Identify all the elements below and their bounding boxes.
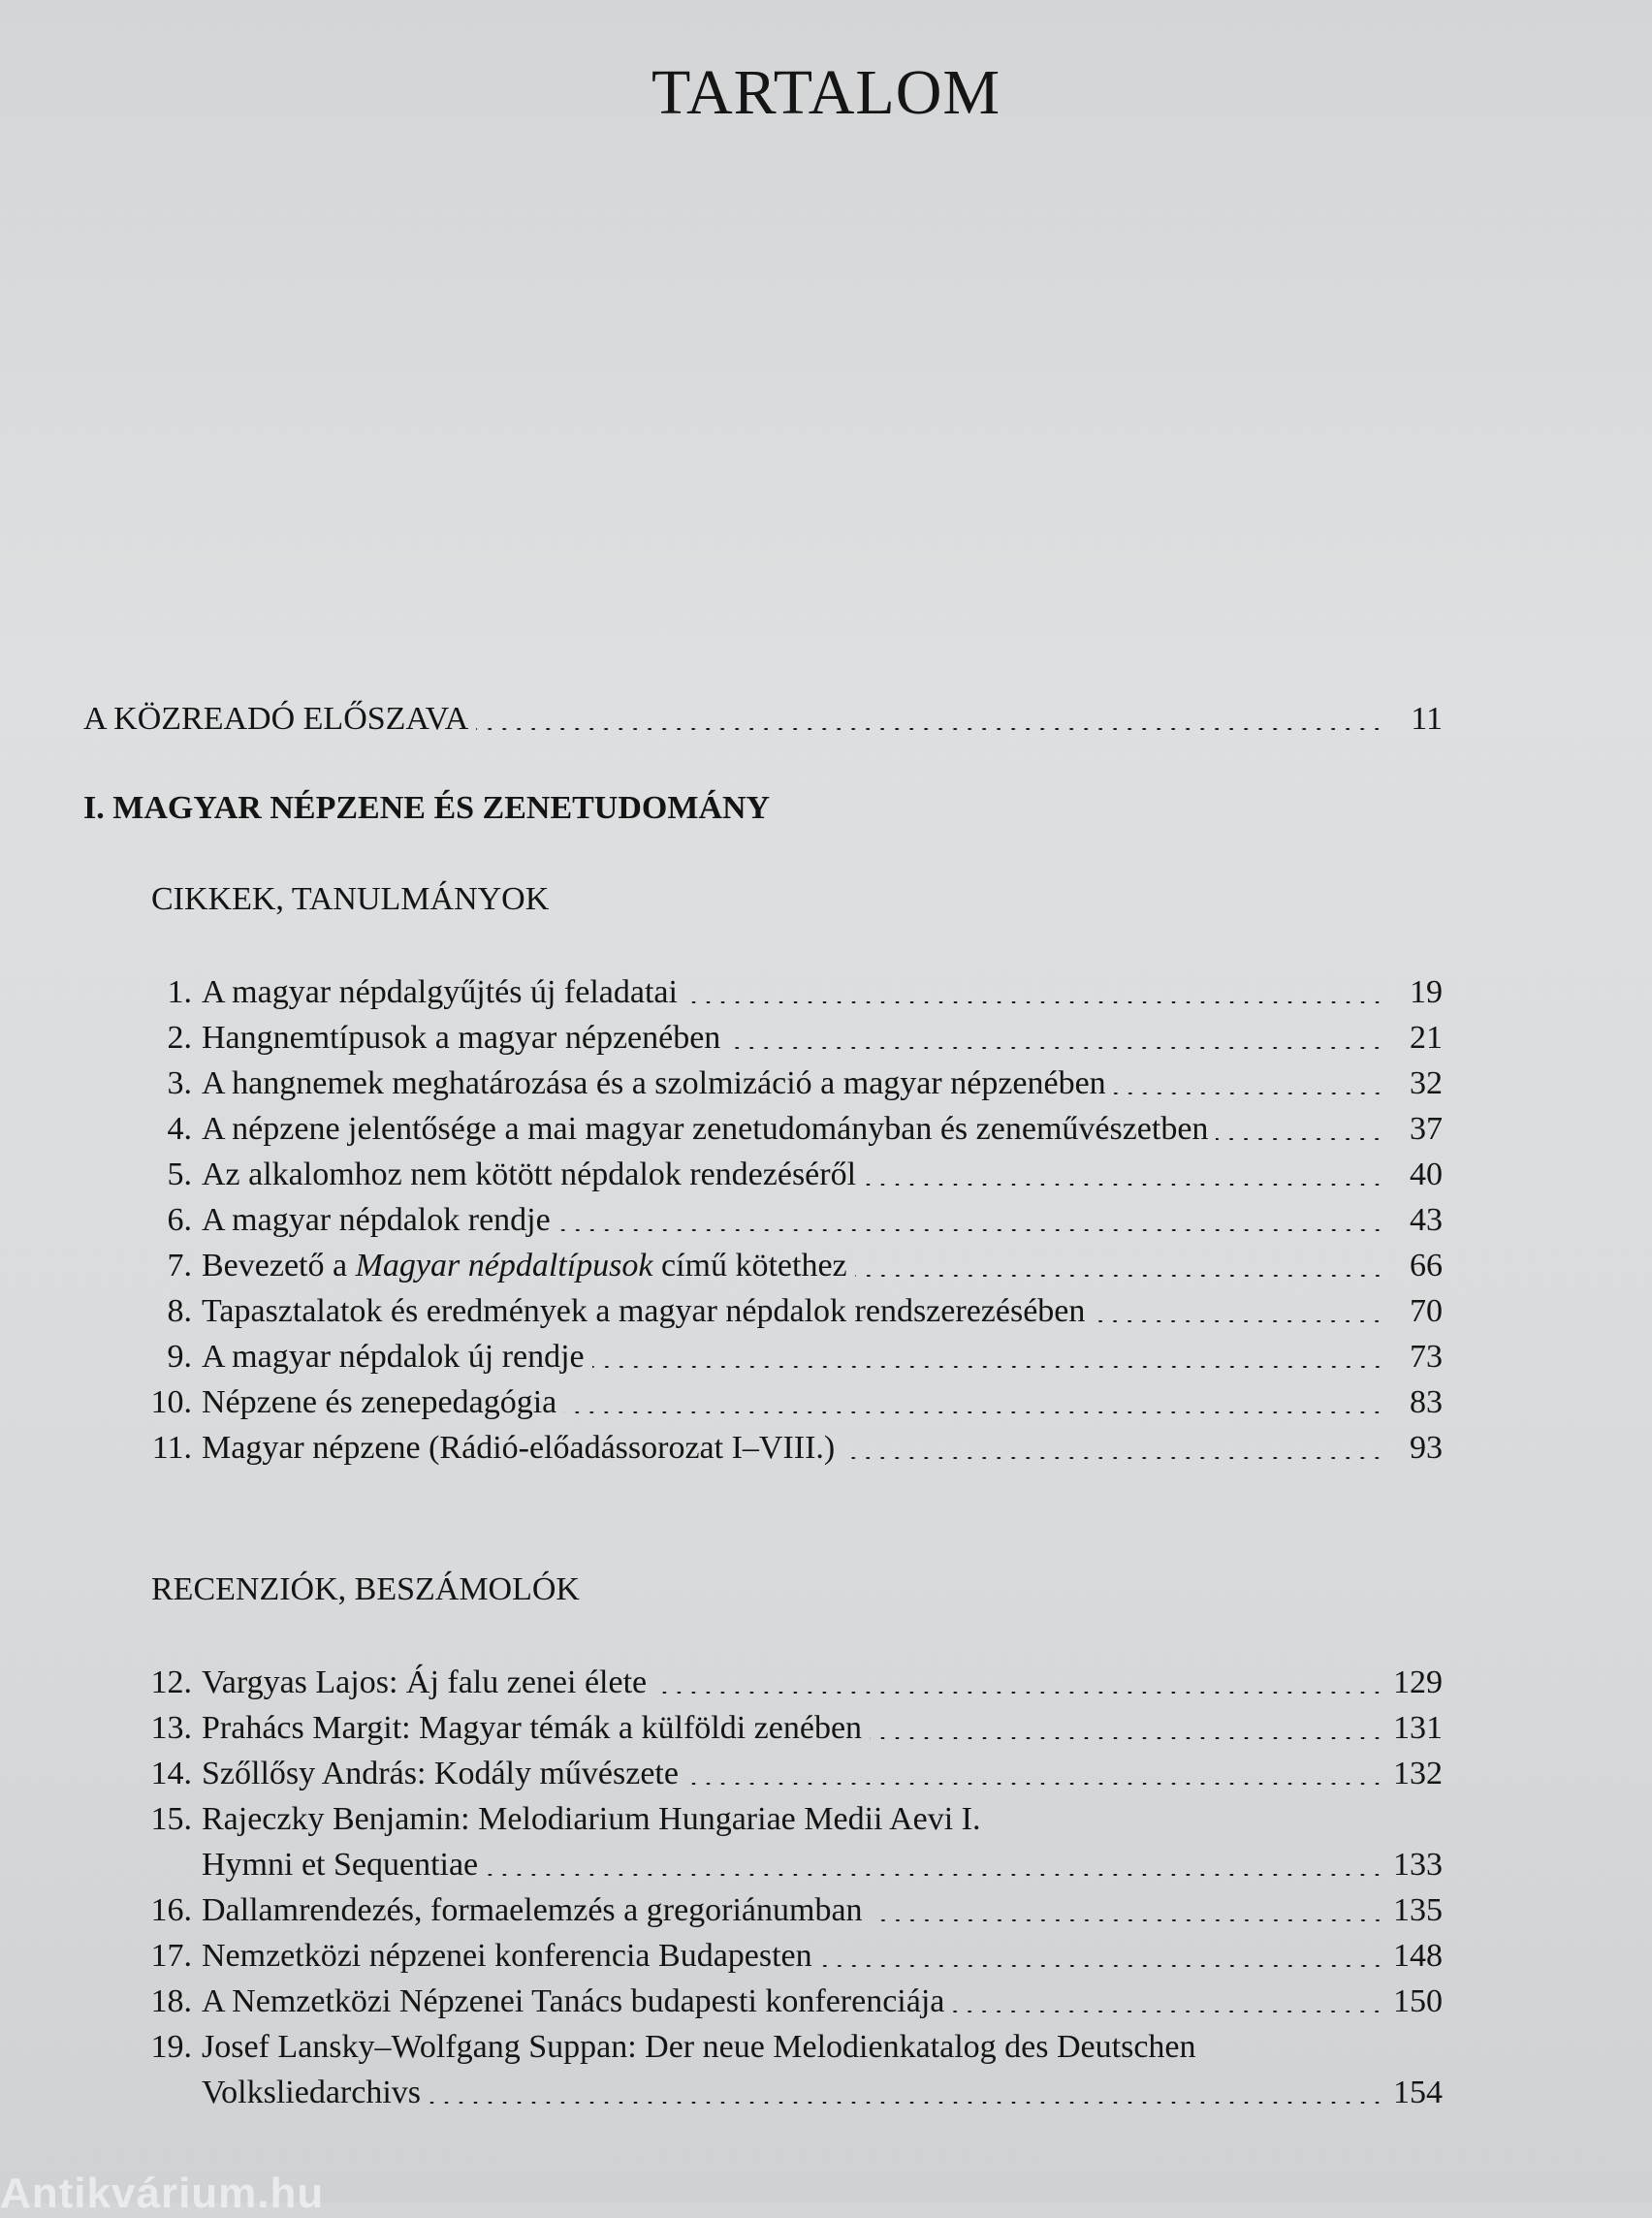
dot-leader <box>855 1275 1384 1277</box>
dot-leader <box>564 1411 1384 1413</box>
entry-title: Szőllősy András: Kodály művészete <box>202 1756 679 1791</box>
entry-title-continued: Volksliedarchivs <box>202 2075 422 2110</box>
entry-number: 19. <box>150 2029 192 2065</box>
part-heading: I. MAGYAR NÉPZENE ÉS ZENETUDOMÁNY <box>83 790 771 826</box>
entry-number: 2. <box>167 1020 192 1056</box>
entry-title <box>192 1247 847 1285</box>
entry-title: Nemzetközi népzenei konferencia Budapesten <box>202 1938 812 1974</box>
toc-entry-line-2[interactable] <box>83 2074 1443 2112</box>
toc-entry[interactable] <box>83 1982 1443 2021</box>
page-number: 43 <box>1410 1202 1443 1238</box>
entry-number: 16. <box>150 1892 192 1928</box>
toc-entry[interactable] <box>83 1019 1443 1058</box>
entry-number: 6. <box>167 1202 192 1238</box>
dot-leader <box>685 1001 1384 1003</box>
entry-title: Magyar népzene (Rádió-előadássorozat I–VIII.) <box>202 1430 836 1466</box>
toc-entry[interactable] <box>83 1201 1443 1240</box>
toc-entry-line-2[interactable] <box>83 1846 1443 1885</box>
dot-leader <box>1093 1320 1384 1322</box>
entry-number: 8. <box>167 1293 192 1329</box>
toc-entry[interactable] <box>83 1247 1443 1285</box>
entry-title: Josef Lansky–Wolfgang Suppan: Der neue Melodienkatalog des Deutschen <box>202 2029 1196 2065</box>
toc-entry[interactable] <box>83 1338 1443 1377</box>
toc-entry[interactable] <box>83 1110 1443 1149</box>
dot-leader <box>476 728 1384 730</box>
page-number: 132 <box>1393 1756 1443 1791</box>
toc-entry[interactable] <box>83 1891 1443 1930</box>
book-title: Magyar népdaltípusok <box>355 1248 653 1283</box>
entry-number: 15. <box>150 1801 192 1837</box>
section-heading-articles: CIKKEK, TANULMÁNYOK <box>151 881 550 917</box>
page-number: 66 <box>1410 1248 1443 1283</box>
toc-entry[interactable] <box>83 1709 1443 1748</box>
toc-entry[interactable] <box>83 1064 1443 1103</box>
preface-label: A KÖZREADÓ ELŐSZAVA <box>83 701 469 737</box>
toc-entry[interactable] <box>83 1429 1443 1468</box>
dot-leader <box>686 1783 1384 1785</box>
entry-number: 13. <box>150 1710 192 1746</box>
page-number: 131 <box>1393 1710 1443 1746</box>
section-heading-reviews: RECENZIÓK, BESZÁMOLÓK <box>151 1571 580 1607</box>
entry-title-start: Bevezető a <box>202 1248 356 1283</box>
page-number: 135 <box>1393 1892 1443 1928</box>
entry-title: A magyar népdalok rendje <box>202 1202 551 1238</box>
page-title: TARTALOM <box>651 57 1001 128</box>
dot-leader <box>728 1047 1384 1049</box>
toc-entry[interactable] <box>83 1383 1443 1422</box>
page-number: 154 <box>1393 2075 1443 2110</box>
entry-number: 14. <box>150 1756 192 1791</box>
page-number: 129 <box>1393 1664 1443 1700</box>
toc-entry[interactable] <box>83 1937 1443 1976</box>
page-number: 19 <box>1410 974 1443 1010</box>
page-number: 11 <box>1411 701 1443 737</box>
dot-leader <box>820 1965 1384 1967</box>
watermark: Antikvárium.hu <box>0 2170 325 2217</box>
toc-entry-line-1[interactable] <box>83 1800 1443 1839</box>
toc-entry[interactable] <box>83 1664 1443 1702</box>
toc-entry[interactable] <box>83 1755 1443 1793</box>
entry-title: A Nemzetközi Népzenei Tanács budapesti konferenciája <box>202 1983 945 2019</box>
entry-number: 17. <box>150 1938 192 1974</box>
entry-title: Rajeczky Benjamin: Melodiarium Hungariae Medii Aevi I. <box>202 1801 981 1837</box>
entry-number: 4. <box>167 1111 192 1147</box>
entry-title: A magyar népdalok új rendje <box>202 1339 585 1375</box>
entry-title: A hangnemek meghatározása és a szolmizáció a magyar népzenében <box>202 1065 1106 1101</box>
dot-leader <box>592 1366 1384 1368</box>
entry-title: Vargyas Lajos: Áj falu zenei élete <box>202 1664 648 1700</box>
entry-number: 1. <box>167 974 192 1010</box>
toc-entry-preface[interactable] <box>83 700 1443 739</box>
entry-title: Dallamrendezés, formaelemzés a gregoriánumban <box>202 1892 863 1928</box>
page-number: 150 <box>1393 1983 1443 2019</box>
toc-entry[interactable] <box>83 1292 1443 1331</box>
toc-entry-line-1[interactable] <box>83 2028 1443 2067</box>
entry-title-end: című kötethez <box>652 1248 847 1283</box>
entry-number: 18. <box>150 1983 192 2019</box>
page-number: 148 <box>1393 1938 1443 1974</box>
dot-leader <box>871 1919 1384 1921</box>
dot-leader <box>952 2011 1384 2012</box>
dot-leader <box>1216 1138 1384 1140</box>
entry-number: 9. <box>167 1339 192 1375</box>
entry-title: Prahács Margit: Magyar témák a külföldi zenében <box>202 1710 863 1746</box>
page-number: 93 <box>1410 1430 1443 1466</box>
dot-leader <box>870 1737 1384 1739</box>
entry-number: 10. <box>150 1384 192 1420</box>
entry-title: A népzene jelentősége a mai magyar zenetudományban és zeneművészetben <box>202 1111 1209 1147</box>
dot-leader <box>429 2102 1384 2104</box>
entry-title: Tapasztalatok és eredmények a magyar népdalok rendszerezésében <box>202 1293 1086 1329</box>
page-number: 133 <box>1393 1847 1443 1883</box>
entry-number: 7. <box>167 1248 192 1283</box>
entry-number: 3. <box>167 1065 192 1101</box>
toc-entry[interactable] <box>83 1156 1443 1194</box>
entry-number: 5. <box>167 1157 192 1192</box>
dot-leader <box>864 1184 1384 1186</box>
entry-title: Az alkalomhoz nem kötött népdalok rendezéséről <box>202 1157 857 1192</box>
page-number: 83 <box>1410 1384 1443 1420</box>
entry-title-continued: Hymni et Sequentiae <box>202 1847 479 1883</box>
page-number: 73 <box>1410 1339 1443 1375</box>
show-through <box>78 39 1590 1454</box>
entry-title: Hangnemtípusok a magyar népzenében <box>202 1020 721 1056</box>
toc-entry[interactable] <box>83 973 1443 1012</box>
entry-number: 11. <box>151 1430 192 1466</box>
dot-leader <box>654 1692 1384 1694</box>
dot-leader <box>1114 1093 1384 1094</box>
page-number: 32 <box>1410 1065 1443 1101</box>
entry-title: A magyar népdalgyűjtés új feladatai <box>202 974 678 1010</box>
entry-number: 12. <box>150 1664 192 1700</box>
page-number: 40 <box>1410 1157 1443 1192</box>
entry-title: Népzene és zenepedagógia <box>202 1384 557 1420</box>
page-number: 70 <box>1410 1293 1443 1329</box>
dot-leader <box>558 1229 1384 1231</box>
page-number: 21 <box>1410 1020 1443 1056</box>
dot-leader <box>486 1874 1384 1876</box>
dot-leader <box>842 1457 1384 1459</box>
page-number: 37 <box>1410 1111 1443 1147</box>
